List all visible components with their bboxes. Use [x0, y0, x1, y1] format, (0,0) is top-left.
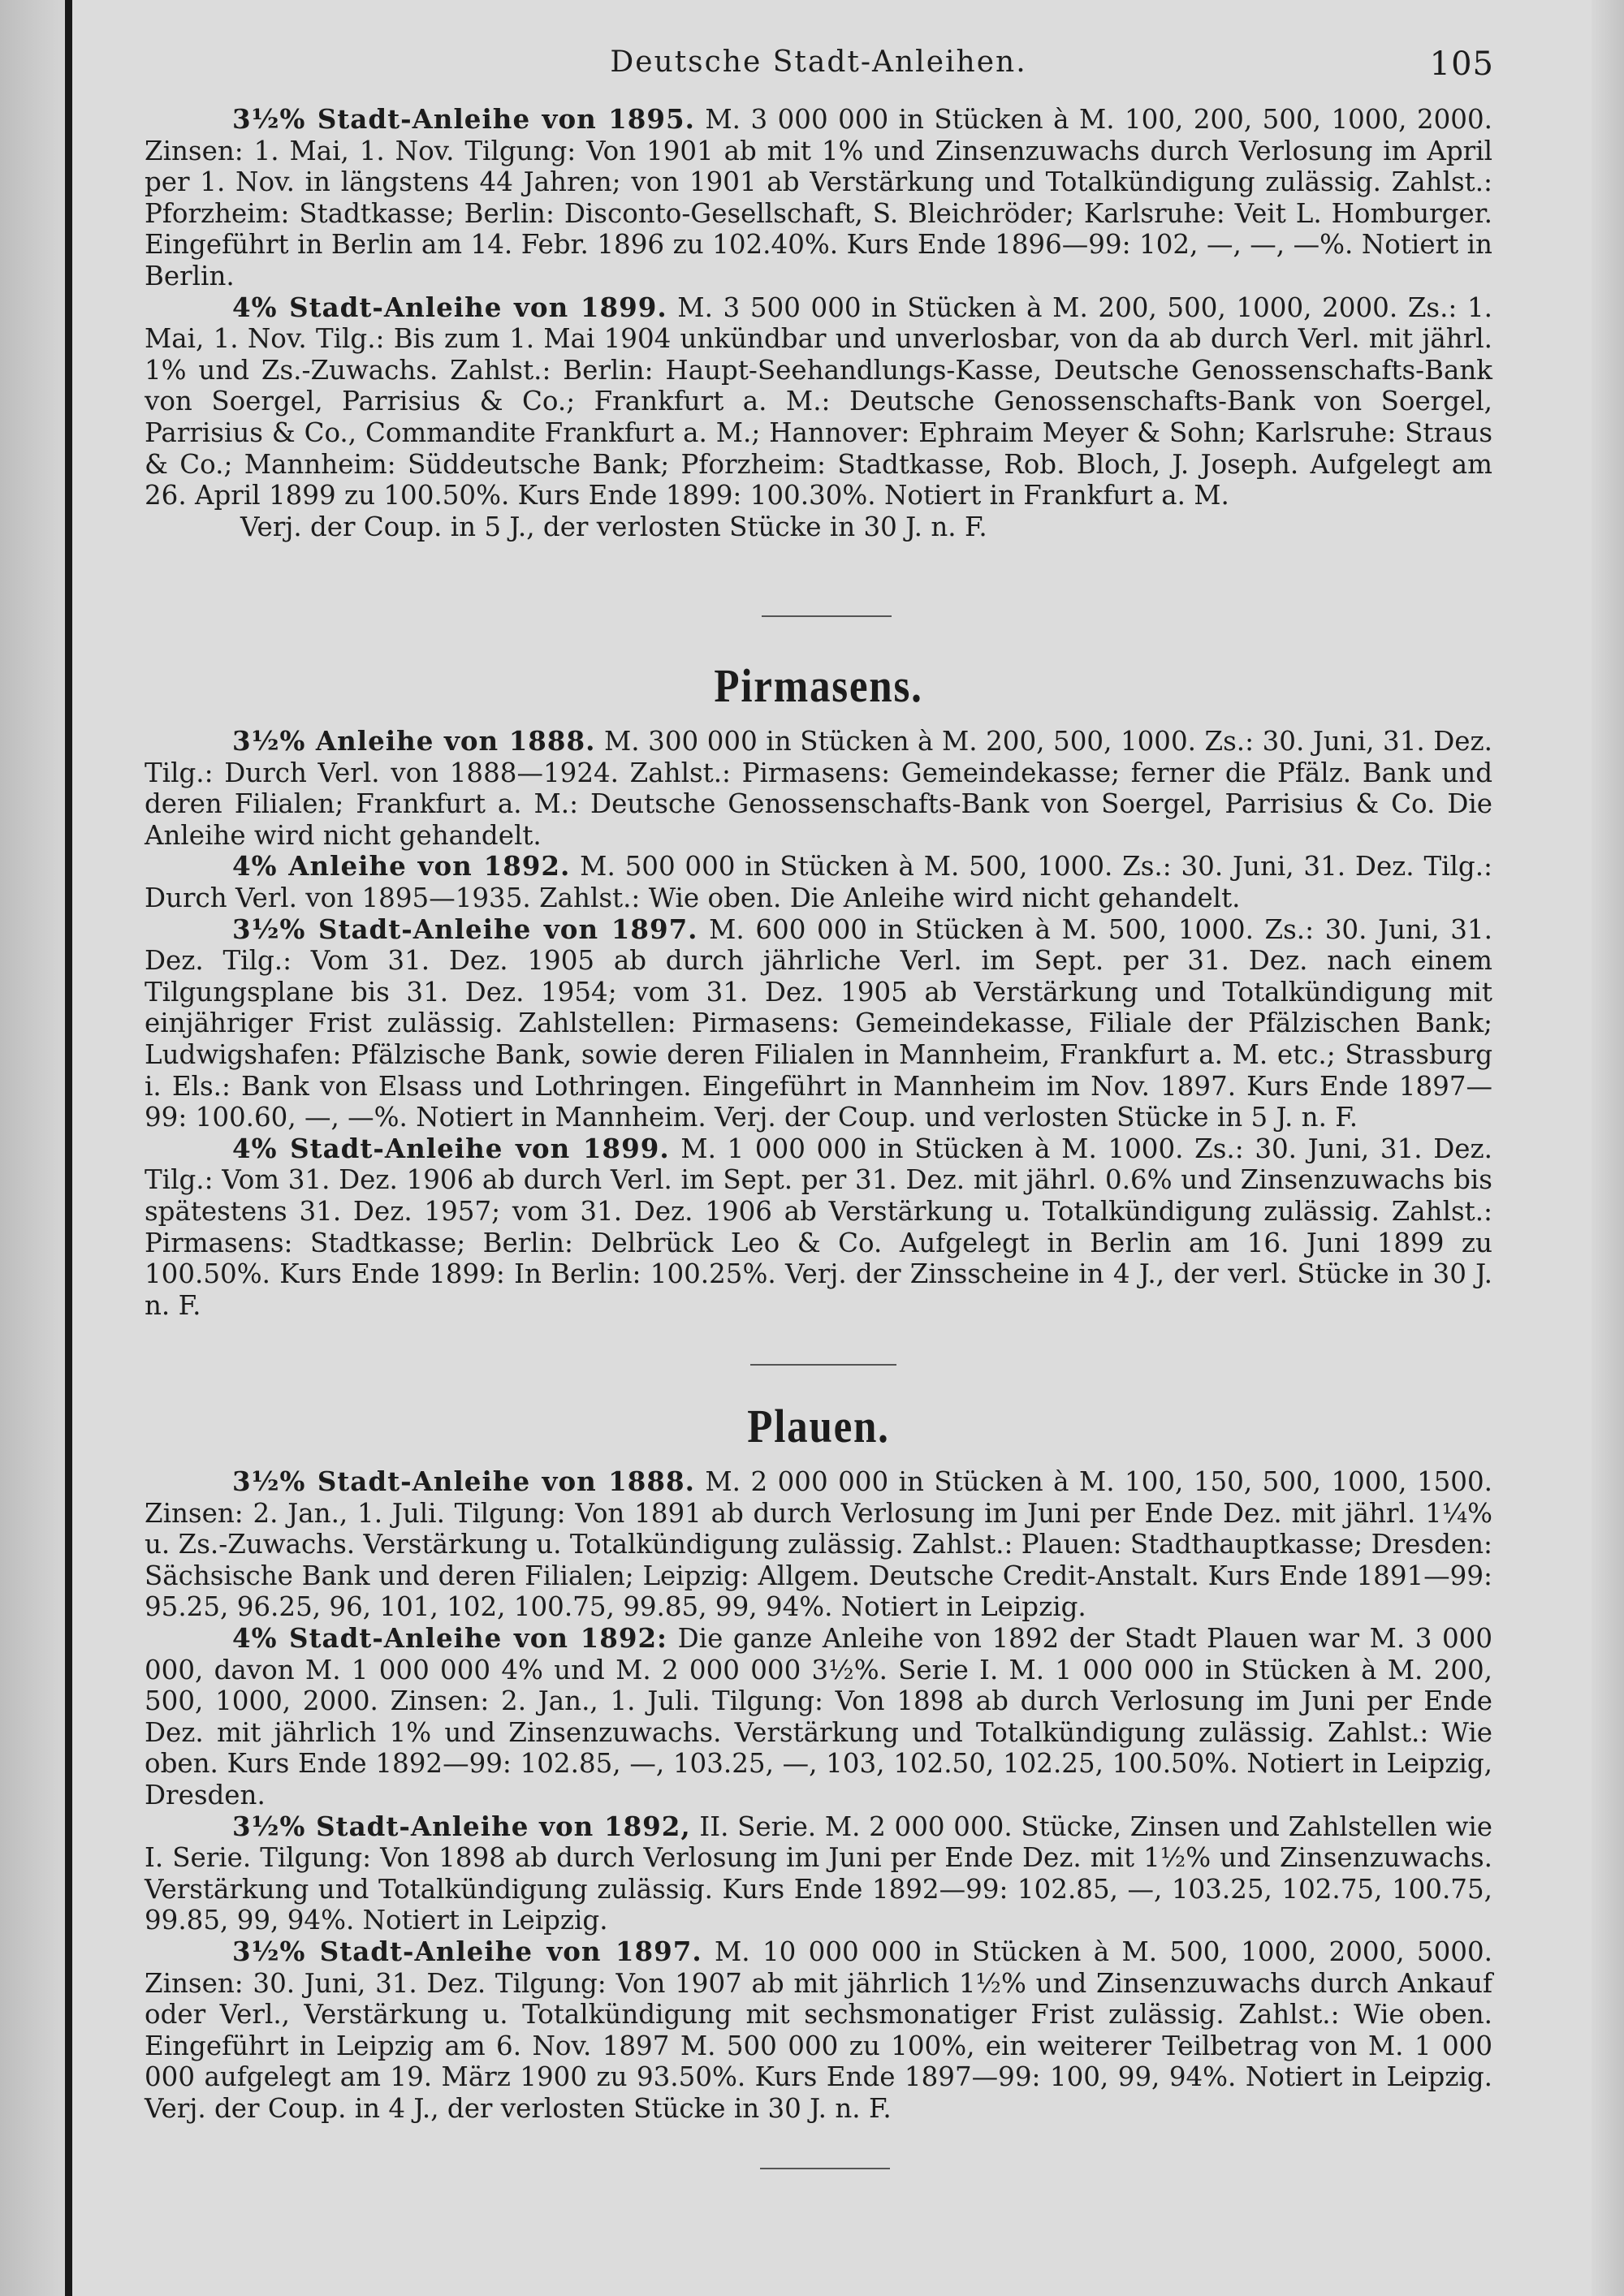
entry-text: M. 300 000 in Stücken à M. 200, 500, 1000. Zs.: 30. Juni, 31. Dez. Tilg.: Durch Verl. von 1888—1924. Zahlst.: Pirmasens: Gemeindekasse; ferner die Pfälz. Bank und deren Filialen; Frankfurt a. M.: Deutsche Genossenschafts-Bank von Soergel, Parrisius & Co. Die Anleihe wird nicht gehandelt. [145, 726, 1492, 851]
entry [145, 851, 1492, 913]
entry-heading: 4% Anleihe von 1892. [232, 850, 571, 883]
entry-heading: 3½% Stadt-Anleihe von 1897. [232, 1935, 702, 1967]
entry-text: Die ganze Anleihe von 1892 der Stadt Plauen war M. 3 000 000, davon M. 1 000 000 4% und M. 2 000 000 3½%. Serie I. M. 1 000 000 in Stücken à M. 200, 500, 1000, 2000. Zinsen: 2. Jan., 1. Juli. Tilgung: Von 1898 ab durch Verlosung im Juni per Ende Dez. mit jährlich 1% und Zinsenzuwachs. Verstärkung und Totalkündigung zulässig. Zahlst.: Wie oben. Kurs Ende 1892—99: 102.85, —, 103.25, —, 103, 102.50, 102.25, 100.50%. Notiert in Leipzig, Dresden. [145, 1622, 1493, 1810]
section-plauen [145, 1398, 1492, 2124]
entry-text: M. 2 000 000 in Stücken à M. 100, 150, 500, 1000, 1500. Zinsen: 2. Jan., 1. Juli. Tilgung: Von 1891 ab durch Verlosung im Juni per Ende Dez. mit jährl. 1¼% u. Zs.-Zuwachs. Verstärkung u. Totalkündigung zulässig. Zahlst.: Plauen: Stadthauptkasse; Dresden: Sächsische Bank und deren Filialen; Leipzig: Allgem. Deutsche Credit-Anstalt. Kurs Ende 1891—99: 95.25, 96.25, 96, 101, 102, 100.75, 99.85, 99, 94%. Notiert in Leipzig. [145, 1466, 1492, 1623]
entry-text: M. 3 000 000 in Stücken à M. 100, 200, 500, 1000, 2000. Zinsen: 1. Mai, 1. Nov. Tilgung: Von 1901 ab mit 1% und Zinsenzuwachs durch Verlosung im April per 1. Nov. in längstens 44 Jahren; von 1901 ab Verstärkung und Totalkündigung zulässig. Zahlst.: Pforzheim: Stadtkasse; Berlin: Disconto-Gesellschaft, S. Bleichröder; Karlsruhe: Veit L. Homburger. Eingeführt in Berlin am 14. Febr. 1896 zu 102.40%. Kurs Ende 1896—99: 102, —, —, —%. Notiert in Berlin. [145, 104, 1492, 291]
entry [145, 726, 1492, 851]
entry-text: II. Serie. M. 2 000 000. Stücke, Zinsen und Zahlstellen wie I. Serie. Tilgung: Von 1898 ab durch Verlosung im Juni per Ende Dez. mit 1½% und Zinsenzuwachs. Verstärkung und Totalkündigung zulässig. Kurs Ende 1892—99: 102.85, —, 103.25, 102.75, 100.75, 99.85, 99, 94%. Notiert in Leipzig. [145, 1810, 1492, 1936]
entry-text: Verj. der Coup. in 5 J., der verlosten Stücke in 30 J. n. F. [240, 511, 987, 542]
entry-heading: 4% Stadt-Anleihe von 1899. [232, 291, 667, 323]
entry-text: M. 10 000 000 in Stücken à M. 500, 1000, 2000, 5000. Zinsen: 30. Juni, 31. Dez. Tilgung: Von 1907 ab mit jährlich 1½% und Zinsenzuwachs durch Ankauf oder Verl., Verstärkung u. Totalkündigung mit sechsmonatiger Frist zulässig. Zahlst.: Wie oben. Eingeführt in Leipzig am 6. Nov. 1897 M. 500 000 zu 100%, ein weiterer Teilbetrag von M. 1 000 000 aufgelegt am 19. März 1900 zu 93.50%. Kurs Ende 1897—99: 100, 99, 94%. Notiert in Leipzig. Verj. der Coup. in 4 J., der verlosten Stücke in 30 J. n. F. [145, 1936, 1492, 2124]
section-title: Plauen. [747, 1400, 890, 1452]
top-block [145, 104, 1492, 542]
binding-rule [65, 0, 72, 2296]
entry [145, 1466, 1492, 1623]
section-title: Pirmasens. [714, 659, 923, 712]
entry [145, 1811, 1492, 1936]
entry-text: M. 1 000 000 in Stücken à M. 1000. Zs.: 30. Juni, 31. Dez. Tilg.: Vom 31. Dez. 1906 ab durch Verl. im Sept. per 31. Dez. mit jährl. 0.6% und Zinsenzuwachs bis spätestens 31. Dez. 1957; vom 31. Dez. 1906 ab Verstärkung u. Totalkündigung zulässig. Zahlst.: Pirmasens: Stadtkasse; Berlin: Delbrück Leo & Co. Aufgelegt in Berlin am 16. Juni 1899 zu 100.50%. Kurs Ende 1899: In Berlin: 100.25%. Verj. der Zinsscheine in 4 J., der verl. Stücke in 30 J. n. F. [145, 1133, 1492, 1321]
entry-heading: 3½% Stadt-Anleihe von 1888. [232, 1465, 695, 1497]
entry-text: M. 500 000 in Stücken à M. 500, 1000. Zs.: 30. Juni, 31. Dez. Tilg.: Durch Verl. von 1895—1935. Zahlst.: Wie oben. Die Anleihe wird nicht gehandelt. [145, 851, 1492, 913]
section-divider [760, 2168, 890, 2169]
entry-heading: 3½% Stadt-Anleihe von 1892, [232, 1810, 691, 1842]
entry [145, 1133, 1492, 1322]
entry-text: M. 3 500 000 in Stücken à M. 200, 500, 1000, 2000. Zs.: 1. Mai, 1. Nov. Tilg.: Bis zum 1. Mai 1904 unkündbar und unverlosbar, von da ab durch Verl. mit jährl. 1% und Zs.-Zuwachs. Zahlst.: Berlin: Haupt-Seehandlungs-Kasse, Deutsche Genossenschafts-Bank von Soergel, Parrisius & Co.; Frankfurt a. M.: Deutsche Genossenschafts-Bank von Soergel, Parrisius & Co., Commandite Frankfurt a. M.; Hannover: Ephraim Meyer & Sohn; Karlsruhe: Straus & Co.; Mannheim: Süddeutsche Bank; Pforzheim: Stadtkasse, Rob. Bloch, J. Joseph. Aufgelegt am 26. April 1899 zu 100.50%. Kurs Ende 1899: 100.30%. Notiert in Frankfurt a. M. [145, 291, 1493, 511]
entry-heading: 4% Stadt-Anleihe von 1899. [232, 1132, 670, 1164]
entry-heading: 3½% Anleihe von 1888. [232, 725, 596, 757]
entry [145, 292, 1492, 511]
entry [145, 511, 1492, 543]
entry-heading: 3½% Stadt-Anleihe von 1895. [232, 103, 695, 135]
entry [145, 104, 1492, 292]
running-head: Deutsche Stadt-Anleihen. [610, 45, 1027, 79]
page [145, 0, 1492, 2296]
entry [145, 914, 1492, 1133]
page-number: 105 [1429, 45, 1494, 83]
entry-heading: 3½% Stadt-Anleihe von 1897. [232, 913, 698, 945]
entry [145, 1623, 1492, 1811]
scan-margin-left [0, 0, 67, 2296]
entry-heading: 4% Stadt-Anleihe von 1892: [232, 1621, 668, 1654]
section-divider [762, 615, 892, 617]
entry-text: M. 600 000 in Stücken à M. 500, 1000. Zs.: 30. Juni, 31. Dez. Tilg.: Vom 31. Dez. 1905 ab durch jährliche Verl. im Sept. per 31. Dez. nach einem Tilgungsplane bis 31. Dez. 1954; vom 31. Dez. 1905 ab Verstärkung und Totalkündigung mit einjähriger Frist zulässig. Zahlstellen: Pirmasens: Gemeindekasse, Filiale der Pfälzischen Bank; Ludwigshafen: Pfälzische Bank, sowie deren Filialen in Mannheim, Frankfurt a. M. etc.; Strassburg i. Els.: Bank von Elsass und Lothringen. Eingeführt in Mannheim im Nov. 1897. Kurs Ende 1897—99: 100.60, —, —%. Notiert in Mannheim. Verj. der Coup. und verlosten Stücke in 5 J. n. F. [145, 913, 1492, 1133]
section-divider [750, 1364, 896, 1366]
entry [145, 1936, 1492, 2125]
section-pirmasens [145, 658, 1492, 1321]
scan-margin-right [1592, 0, 1624, 2296]
